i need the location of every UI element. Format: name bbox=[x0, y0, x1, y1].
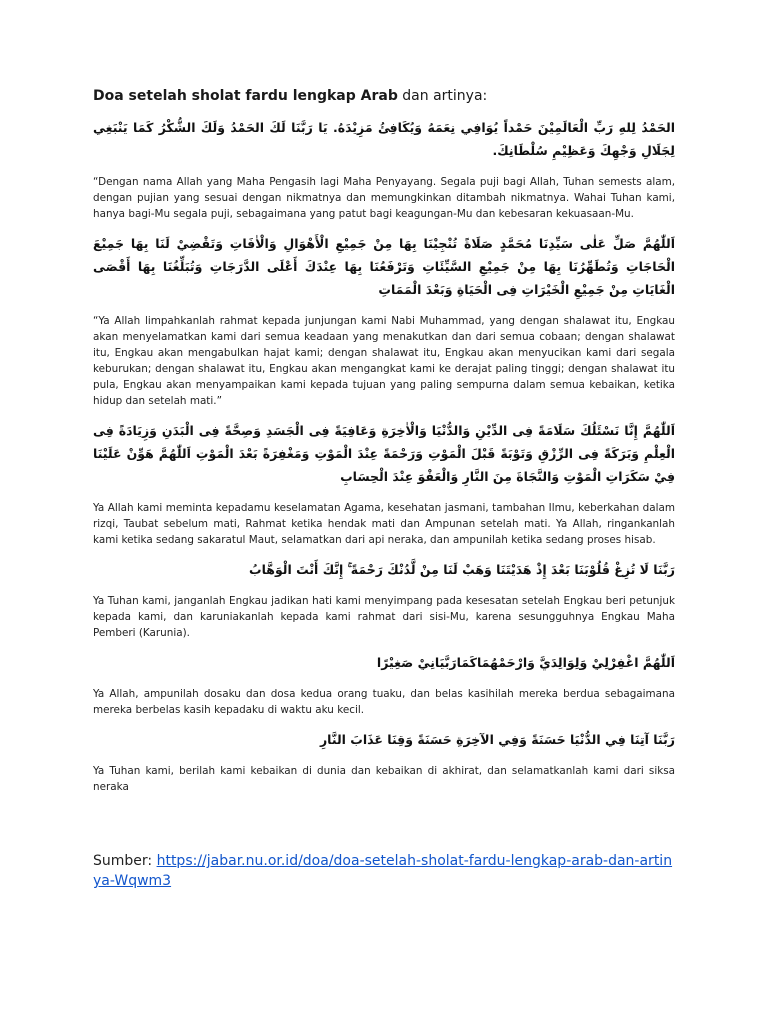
prayer-1-arabic: الحَمْدُ لِلهِ رَبِّ الْعَالَمِيْنَ حَمْداً يُوَافِي نِعَمَهُ وَيُكَافِئُ مَزِيْدَهُ. يَا رَبَّنَا لَكَ الحَمْدُ وَلَكَ الشُّكْرُ كَمَا يَنْبَغِي لِجَلَالِ وَجْهِكَ وَعَظِيْمِ سُلْطَانِكَ. bbox=[93, 120, 675, 158]
source-link[interactable]: https://jabar.nu.or.id/doa/doa-setelah-sholat-fardu-lengkap-arab-dan-artinya-Wqwm3 bbox=[93, 853, 673, 889]
prayer-5-translation: Ya Allah, ampunilah dosaku dan dosa kedua orang tuaku, dan belas kasihilah mereka berdua sebagaimana mereka berbelas kasih kepadaku di waktu aku kecil. bbox=[93, 688, 675, 716]
prayer-2-arabic: اَللّٰهُمَّ صَلِّ عَلٰى سَيِّدِنَا مُحَمَّدٍ صَلَاةً تُنْجِيْنَا بِهَا مِنْ جَمِيْعِ الْأَهْوَالِ وَالْاٰفَاتِ وَتَقْضِيْ لَنَا بِهَا جَمِيْعَ الْحَاجَاتِ وَتُطَهِّرُنَا بِهَا مِنْ جَمِيْعِ السَّيِّئَاتِ وَتَرْفَعُنَا بِهَا عِنْدَكَ أَعْلَى الدَّرَجَاتِ وَتُبَلِّغُنَا بِهَا أَقْصَى الْغَايَاتِ مِنْ جَمِيْعِ الْخَيْرَاتِ فِى الْحَيَاةِ وَبَعْدَ الْمَمَاتِ bbox=[93, 236, 675, 297]
prayer-2-translation: “Ya Allah limpahkanlah rahmat kepada junjungan kami Nabi Muhammad, yang dengan shalawat itu, Engkau akan menyelamatkan kami dari semua keadaan yang menakutkan dan dari semua cobaan; dengan shalawat itu, Engkau akan mengabulkan hajat kami; dengan shalawat itu, Engkau akan menyucikan kami dari segala keburukan; dengan shalawat itu, Engkau akan mengangkat kami ke derajat paling tinggi; dengan shalawat itu pula, Engkau akan menyampaikan kami kepada tujuan yang paling sempurna dalam semua kebaikan, ketika hidup dan setelah mati.” bbox=[93, 315, 675, 407]
document-title bbox=[93, 86, 675, 106]
document-page bbox=[93, 86, 675, 891]
prayer-4-arabic: رَبَّنَا لَا تُزِغْ قُلُوْبَنَا بَعْدَ إِذْ هَدَيْتَنَا وَهَبْ لَنَا مِنْ لَّدُنْكَ رَحْمَةً ۚ إِنَّكَ أَنْتَ الْوَهَّابُ bbox=[249, 562, 675, 577]
prayer-6-translation: Ya Tuhan kami, berilah kami kebaikan di dunia dan kebaikan di akhirat, dan selamatkanlah kami dari siksa neraka bbox=[93, 765, 675, 793]
prayer-3-translation: Ya Allah kami meminta kepadamu keselamatan Agama, kesehatan jasmani, tambahan Ilmu, keberkahan dalam rizqi, Taubat sebelum mati, Rahmat ketika hendak mati dan Ampunan setelah mati. Ya Allah, ringankanlah kami ketika sedang sakaratul Maut, selamatkan dari api neraka, dan ampunilah ketika sedang proses hisab. bbox=[93, 502, 675, 546]
source-line bbox=[93, 851, 675, 891]
prayer-4-translation: Ya Tuhan kami, janganlah Engkau jadikan hati kami menyimpang pada kesesatan setelah Engkau beri petunjuk kepada kami, dan karuniakanlah kepada kami rahmat dari sisi-Mu, karena sesungguhnya Engkau Maha Pemberi (Karunia). bbox=[93, 595, 675, 639]
source-label: Sumber: bbox=[93, 853, 157, 869]
prayer-3-arabic: اَللّٰهُمَّ إِنَّا نَسْئَلُكَ سَلَامَةً فِى الدِّيْنِ وَالدُّنْيَا وَالْاٰخِرَةِ وَعَافِيَةً فِى الْجَسَدِ وَصِحَّةً فِى الْبَدَنِ وَزِيَادَةً فِى الْعِلْمِ وَبَرَكَةً فِى الرِّزْقِ وَتَوْبَةً قَبْلَ الْمَوْتِ وَرَحْمَةً عِنْدَ الْمَوْتِ وَمَغْفِرَةً بَعْدَ الْمَوْتِ اَللّٰهُمَّ هَوِّنْ عَلَيْنَا فِيْ سَكَرَاتِ الْمَوْتِ وَالنَّجَاةَ مِنَ النَّارِ وَالْعَفْوَ عِنْدَ الْحِسَابِ bbox=[93, 423, 675, 484]
spacer bbox=[93, 805, 675, 851]
prayer-6-arabic: رَبَّنَا آتِنَا فِي الدُّنْيَا حَسَنَةً وَفِي الآخِرَةِ حَسَنَةً وَقِنَا عَذَابَ النَّارِ bbox=[319, 732, 675, 747]
prayer-5-arabic: اَللّٰهُمَّ اغْفِرْلِيْ وَلِوَالِدَيَّ وَارْحَمْهُمَاكَمَارَبَّيَانِيْ صَغِيْرًا bbox=[376, 655, 675, 670]
title-rest: dan artinya: bbox=[397, 88, 488, 104]
title-bold: Doa setelah sholat fardu lengkap Arab bbox=[93, 88, 398, 104]
prayer-1-translation: “Dengan nama Allah yang Maha Pengasih lagi Maha Penyayang. Segala puji bagi Allah, Tuhan semests alam, dengan pujian yang sesuai dengan nikmatnya dan memungkinkan ditambah nikmatnya. Wahai Tuhan kami, hanya bagi-Mu segala puji, sebagaimana yang patut bagi keagungan-Mu dan kebesaran kekuasaan-Mu. bbox=[93, 176, 675, 220]
